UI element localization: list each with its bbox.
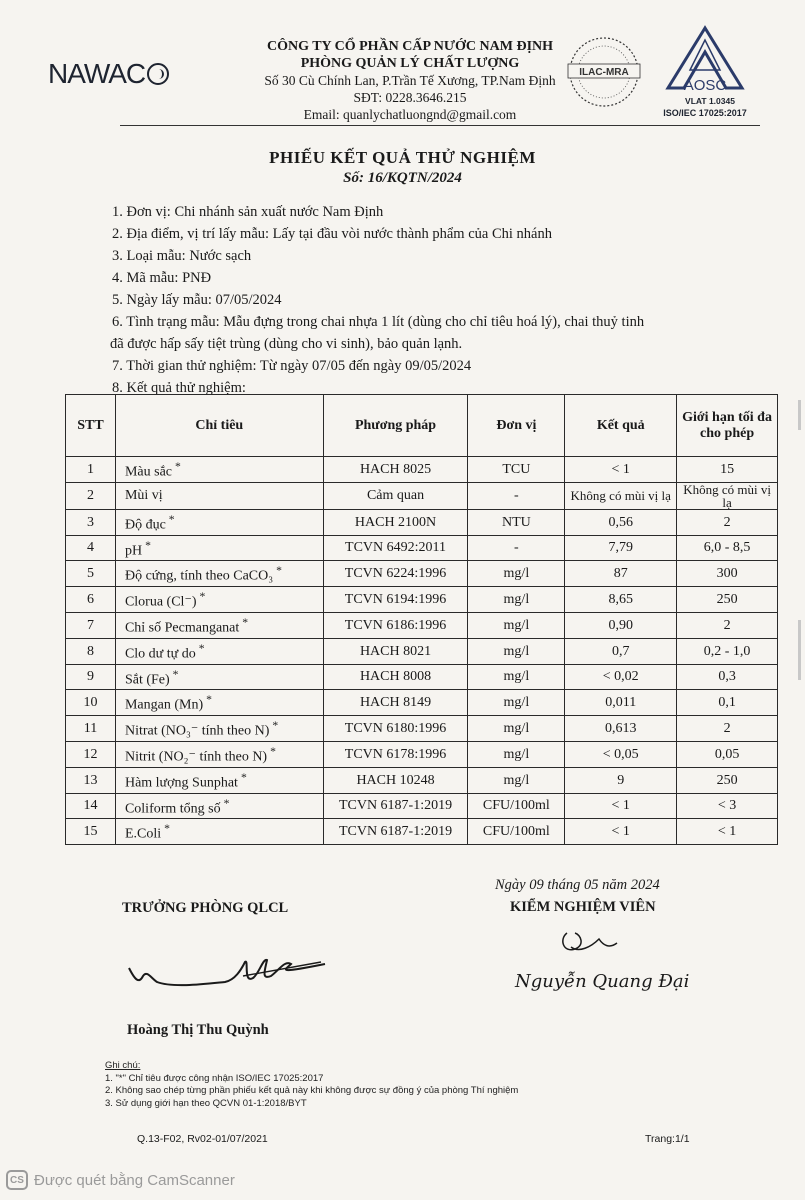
cell-unit bbox=[468, 587, 565, 613]
aosc-label: AOSC bbox=[683, 77, 727, 94]
cell-limit bbox=[677, 767, 778, 793]
cell-method bbox=[323, 741, 468, 767]
table-row bbox=[66, 793, 778, 819]
cell-limit bbox=[677, 819, 778, 845]
cell-parameter-text: Mùi vị bbox=[124, 488, 163, 504]
cell-unit bbox=[468, 690, 565, 716]
accredited-marker: * bbox=[168, 512, 175, 526]
company-phone: SĐT: 0228.3646.215 bbox=[353, 90, 467, 105]
cell-method-text: HACH 8021 bbox=[359, 643, 432, 659]
cell-parameter-text: Mangan (Mn) bbox=[124, 698, 204, 714]
cell-stt bbox=[66, 482, 116, 509]
cell-limit bbox=[677, 741, 778, 767]
cell-stt bbox=[66, 535, 116, 561]
cell-stt bbox=[66, 561, 116, 587]
cell-unit bbox=[468, 767, 565, 793]
cell-stt-text: 11 bbox=[83, 721, 98, 737]
inspector-title: KIỂM NGHIỆM VIÊN bbox=[510, 899, 656, 915]
cell-result-text: < 1 bbox=[611, 824, 630, 840]
cell-stt bbox=[66, 690, 116, 716]
cell-parameter bbox=[115, 638, 323, 664]
cell-unit-text: mg/l bbox=[503, 592, 530, 608]
cell-parameter bbox=[115, 716, 323, 742]
info-line-sample-condition: 6. Tình trạng mẫu: Mẫu đựng trong chai nhựa 1 lít (dùng cho chỉ tiêu hoá lý), chai thuỷ tinh bbox=[112, 314, 645, 330]
cell-unit-text: mg/l bbox=[503, 772, 530, 788]
qc-head-signature bbox=[125, 940, 335, 1000]
cell-limit bbox=[677, 509, 778, 535]
cell-method-text: TCVN 6187-1:2019 bbox=[338, 824, 453, 840]
cell-limit bbox=[677, 587, 778, 613]
cell-stt-text: 6 bbox=[86, 592, 94, 608]
cell-parameter bbox=[115, 509, 323, 535]
cell-limit bbox=[677, 664, 778, 690]
table-header-row bbox=[66, 395, 778, 457]
cell-unit-text: NTU bbox=[501, 514, 531, 530]
cell-parameter-text: Chỉ số Pecmanganat bbox=[124, 620, 240, 636]
cell-unit bbox=[468, 664, 565, 690]
cell-parameter-text: Coliform tổng số bbox=[124, 801, 221, 817]
notes-heading: Ghi chú: bbox=[105, 1060, 141, 1071]
cell-stt-text: 12 bbox=[83, 746, 98, 762]
cell-parameter-text: Hàm lượng Sunphat bbox=[124, 775, 238, 791]
cell-unit-text: mg/l bbox=[503, 695, 530, 711]
table-row bbox=[66, 819, 778, 845]
cell-limit bbox=[677, 561, 778, 587]
report-title: PHIẾU KẾT QUẢ THỬ NGHIỆM bbox=[269, 148, 536, 167]
cell-parameter bbox=[115, 793, 323, 819]
accredited-marker: * bbox=[276, 564, 282, 578]
cell-result bbox=[565, 587, 677, 613]
accredited-marker: * bbox=[198, 641, 205, 655]
cell-parameter-text: Sắt (Fe) bbox=[124, 672, 170, 688]
cell-result-text: Không có mùi vị lạ bbox=[570, 488, 671, 504]
cell-method bbox=[323, 561, 468, 587]
table-row bbox=[66, 690, 778, 716]
cell-result-text: 0,90 bbox=[608, 617, 633, 633]
logo-text: NAWAC bbox=[48, 58, 146, 89]
cell-parameter bbox=[115, 612, 323, 638]
results-table bbox=[65, 394, 778, 845]
cell-parameter bbox=[115, 664, 323, 690]
table-row bbox=[66, 587, 778, 613]
note-item: 3. Sử dụng giới hạn theo QCVN 01-1:2018/BYT bbox=[105, 1097, 307, 1109]
table-row bbox=[66, 457, 778, 483]
cell-result bbox=[565, 741, 677, 767]
accredited-marker: * bbox=[175, 460, 181, 474]
cell-unit bbox=[468, 638, 565, 664]
results-body bbox=[66, 457, 778, 845]
cell-parameter bbox=[115, 741, 323, 767]
cell-stt-text: 2 bbox=[86, 488, 94, 504]
iso-code: ISO/IEC 17025:2017 bbox=[663, 108, 747, 118]
cell-result bbox=[565, 457, 677, 483]
cell-limit-text: 250 bbox=[716, 592, 738, 608]
cell-result bbox=[565, 561, 677, 587]
cell-stt-text: 14 bbox=[83, 798, 98, 814]
cell-result-text: < 0,02 bbox=[602, 669, 639, 685]
cell-unit-text: mg/l bbox=[503, 669, 530, 685]
cell-result-text: 0,56 bbox=[608, 514, 633, 530]
aosc-logo-icon bbox=[650, 22, 760, 122]
cell-parameter-text: Clo dư tự do bbox=[124, 646, 196, 662]
cell-stt-text: 7 bbox=[86, 617, 94, 633]
col-header-stt: STT bbox=[66, 395, 116, 457]
cell-unit-text: CFU/100ml bbox=[482, 824, 550, 840]
cell-unit-text: mg/l bbox=[503, 746, 530, 762]
table-row bbox=[66, 482, 778, 509]
table-row bbox=[66, 535, 778, 561]
cell-method bbox=[323, 767, 468, 793]
cell-method bbox=[323, 793, 468, 819]
cell-parameter bbox=[115, 587, 323, 613]
cell-unit bbox=[468, 741, 565, 767]
col-header-unit: Đơn vị bbox=[468, 395, 565, 457]
camscanner-icon: CS bbox=[6, 1170, 28, 1190]
cell-stt bbox=[66, 587, 116, 613]
cell-stt bbox=[66, 612, 116, 638]
cell-parameter-text: pH bbox=[124, 543, 143, 559]
cell-method-text: TCVN 6224:1996 bbox=[344, 566, 447, 582]
col-header-parameter: Chỉ tiêu bbox=[115, 395, 323, 457]
cell-method bbox=[323, 509, 468, 535]
table-row bbox=[66, 741, 778, 767]
cell-stt-text: 4 bbox=[86, 540, 94, 556]
cell-limit-text: 0,3 bbox=[718, 669, 736, 685]
cell-result-text: 87 bbox=[613, 566, 628, 582]
cell-limit bbox=[677, 638, 778, 664]
accredited-marker: * bbox=[206, 693, 212, 707]
cell-parameter-text: Nitrat (NO₃⁻ tính theo N) bbox=[124, 723, 270, 739]
col-header-result: Kết quả bbox=[565, 395, 677, 457]
cell-result-text: < 1 bbox=[611, 461, 630, 477]
report-number: Số: 16/KQTN/2024 bbox=[343, 170, 462, 186]
cell-method bbox=[323, 535, 468, 561]
cell-unit bbox=[468, 535, 565, 561]
nawaco-logo bbox=[48, 58, 169, 90]
table-row bbox=[66, 638, 778, 664]
cell-result bbox=[565, 535, 677, 561]
cell-method-text: HACH 8149 bbox=[359, 695, 432, 711]
cell-stt-text: 13 bbox=[83, 772, 98, 788]
cell-limit-text: 2 bbox=[723, 721, 731, 737]
cell-method-text: TCVN 6194:1996 bbox=[344, 592, 447, 608]
cell-unit bbox=[468, 457, 565, 483]
info-line-test-period: 7. Thời gian thử nghiệm: Từ ngày 07/05 đến ngày 09/05/2024 bbox=[112, 358, 472, 374]
company-name: CÔNG TY CỔ PHẦN CẤP NƯỚC NAM ĐỊNH bbox=[266, 39, 554, 54]
vlat-code: VLAT 1.0345 bbox=[685, 96, 735, 106]
cell-unit bbox=[468, 482, 565, 509]
cell-limit-text: 6,0 - 8,5 bbox=[703, 540, 751, 556]
department-name: PHÒNG QUẢN LÝ CHẤT LƯỢNG bbox=[300, 56, 520, 71]
cell-result bbox=[565, 793, 677, 819]
info-line-unit: 1. Đơn vị: Chi nhánh sản xuất nước Nam Định bbox=[112, 204, 384, 220]
cell-parameter bbox=[115, 457, 323, 483]
col-header-method: Phương pháp bbox=[323, 395, 468, 457]
cell-parameter-text: Độ đục bbox=[124, 517, 166, 533]
info-line-sample-date: 5. Ngày lấy mẫu: 07/05/2024 bbox=[112, 292, 282, 308]
cell-unit-text: mg/l bbox=[503, 566, 530, 582]
cell-stt bbox=[66, 638, 116, 664]
cell-method bbox=[323, 664, 468, 690]
cell-unit bbox=[468, 509, 565, 535]
cell-limit bbox=[677, 612, 778, 638]
cell-parameter-text: Nitrit (NO₂⁻ tính theo N) bbox=[124, 749, 268, 765]
cell-method-text: TCVN 6180:1996 bbox=[344, 721, 447, 737]
cell-stt-text: 15 bbox=[83, 824, 98, 840]
accredited-marker: * bbox=[145, 538, 151, 552]
cell-unit-text: mg/l bbox=[503, 617, 530, 633]
cell-stt-text: 10 bbox=[83, 695, 98, 711]
cell-result bbox=[565, 690, 677, 716]
cell-parameter-text: E.Coli bbox=[124, 827, 162, 843]
cell-limit-text: 2 bbox=[723, 514, 731, 530]
cell-stt bbox=[66, 664, 116, 690]
ilac-mra-stamp-icon bbox=[560, 32, 648, 112]
cell-stt bbox=[66, 793, 116, 819]
cell-result bbox=[565, 819, 677, 845]
cell-stt-text: 1 bbox=[86, 461, 94, 477]
cell-stt bbox=[66, 509, 116, 535]
cell-unit-text: TCU bbox=[502, 461, 531, 477]
ilac-label: ILAC-MRA bbox=[579, 67, 629, 78]
cell-result bbox=[565, 664, 677, 690]
cell-limit-text: 2 bbox=[723, 617, 731, 633]
cell-stt-text: 5 bbox=[86, 566, 94, 582]
cell-limit-text: 300 bbox=[716, 566, 738, 582]
cell-unit bbox=[468, 612, 565, 638]
company-header bbox=[230, 38, 590, 123]
signing-date: Ngày 09 tháng 05 năm 2024 bbox=[495, 877, 660, 893]
table-row bbox=[66, 716, 778, 742]
cell-result bbox=[565, 716, 677, 742]
cell-stt bbox=[66, 819, 116, 845]
cell-method bbox=[323, 716, 468, 742]
cell-unit-text: - bbox=[514, 540, 519, 556]
cell-method-text: HACH 10248 bbox=[356, 772, 435, 788]
cell-limit-text: 0,05 bbox=[714, 746, 740, 762]
table-row bbox=[66, 664, 778, 690]
cell-method-text: Cảm quan bbox=[366, 488, 425, 504]
cell-limit-text: < 3 bbox=[717, 798, 737, 814]
info-line-sample-code: 4. Mã mẫu: PNĐ bbox=[112, 270, 212, 286]
cell-stt-text: 9 bbox=[86, 669, 94, 685]
cell-parameter-text: Độ cứng, tính theo CaCO₃ bbox=[124, 569, 274, 585]
sample-info bbox=[112, 201, 752, 399]
cell-limit-text: 250 bbox=[716, 772, 738, 788]
cell-parameter bbox=[115, 819, 323, 845]
cell-result-text: 9 bbox=[617, 772, 625, 788]
cell-method bbox=[323, 638, 468, 664]
cell-parameter bbox=[115, 482, 323, 509]
cell-result bbox=[565, 767, 677, 793]
cell-result-text: < 0,05 bbox=[602, 746, 639, 762]
cell-result bbox=[565, 638, 677, 664]
accredited-marker: * bbox=[240, 770, 247, 784]
cell-method bbox=[323, 819, 468, 845]
cell-method-text: TCVN 6186:1996 bbox=[344, 617, 447, 633]
cell-result-text: 8,65 bbox=[608, 592, 633, 608]
table-row bbox=[66, 509, 778, 535]
info-line-results-heading: 8. Kết quả thử nghiệm: bbox=[112, 380, 246, 396]
cell-method bbox=[323, 482, 468, 509]
cell-method-text: TCVN 6492:2011 bbox=[345, 540, 447, 556]
cell-unit bbox=[468, 793, 565, 819]
accredited-marker: * bbox=[270, 745, 276, 759]
info-line-sample-condition-cont: đã được hấp sấy tiệt trùng (dùng cho vi sinh), bảo quản lạnh. bbox=[110, 336, 463, 352]
cell-method bbox=[323, 612, 468, 638]
cell-method-text: HACH 2100N bbox=[354, 514, 437, 530]
qc-head-name: Hoàng Thị Thu Quỳnh bbox=[127, 1022, 269, 1038]
cell-parameter-text: Clorua (Cl⁻) bbox=[124, 594, 197, 610]
form-code: Q.13-F02, Rv02-01/07/2021 bbox=[137, 1133, 268, 1145]
cell-parameter bbox=[115, 561, 323, 587]
col-header-limit: Giới hạn tối đa cho phép bbox=[677, 395, 778, 457]
cell-limit-text: < 1 bbox=[717, 824, 737, 840]
cell-parameter bbox=[115, 767, 323, 793]
cell-limit-text: 0,1 bbox=[718, 695, 736, 711]
accredited-marker: * bbox=[223, 796, 230, 810]
cell-unit bbox=[468, 561, 565, 587]
cell-stt bbox=[66, 741, 116, 767]
cell-method bbox=[323, 587, 468, 613]
accredited-marker: * bbox=[172, 667, 179, 681]
cell-parameter-text: Màu sắc bbox=[124, 464, 172, 480]
cell-method-text: HACH 8008 bbox=[359, 669, 432, 685]
cell-limit-text: 15 bbox=[720, 461, 735, 477]
cell-limit bbox=[677, 690, 778, 716]
cell-result-text: 7,79 bbox=[608, 540, 633, 556]
company-address: Số 30 Cù Chính Lan, P.Trần Tế Xương, TP.Nam Định bbox=[264, 73, 556, 88]
table-row bbox=[66, 612, 778, 638]
cell-unit bbox=[468, 819, 565, 845]
cell-result bbox=[565, 509, 677, 535]
cell-unit-text: mg/l bbox=[503, 643, 530, 659]
cell-method-text: HACH 8025 bbox=[359, 461, 432, 477]
cell-result-text: < 1 bbox=[611, 798, 630, 814]
note-item: 1. "*" Chỉ tiêu được công nhận ISO/IEC 17025:2017 bbox=[105, 1072, 324, 1084]
accredited-marker: * bbox=[164, 822, 170, 836]
cell-unit-text: CFU/100ml bbox=[482, 798, 550, 814]
info-line-location: 2. Địa điểm, vị trí lấy mẫu: Lấy tại đầu vòi nước thành phẩm của Chi nhánh bbox=[112, 226, 552, 242]
camscanner-text: Được quét bằng CamScanner bbox=[34, 1171, 235, 1189]
camscanner-watermark bbox=[6, 1170, 235, 1190]
cell-method bbox=[323, 690, 468, 716]
cell-method-text: TCVN 6178:1996 bbox=[344, 746, 447, 762]
cell-result-text: 0,7 bbox=[611, 643, 630, 659]
scan-edge-mark bbox=[798, 620, 801, 680]
accredited-marker: * bbox=[199, 590, 206, 604]
note-item: 2. Không sao chép từng phần phiếu kết quả này khi không được sự đồng ý của phòng Thí nghiệm bbox=[105, 1085, 519, 1096]
page-number: Trang:1/1 bbox=[645, 1133, 690, 1145]
cell-method-text: TCVN 6187-1:2019 bbox=[338, 798, 453, 814]
cell-parameter bbox=[115, 690, 323, 716]
header-divider bbox=[120, 125, 760, 126]
cell-result-text: 0,011 bbox=[605, 695, 637, 711]
company-email: Email: quanlychatluongnd@gmail.com bbox=[303, 107, 517, 122]
notes-section bbox=[105, 1060, 518, 1110]
accredited-marker: * bbox=[242, 616, 249, 630]
cell-result-text: 0,613 bbox=[604, 721, 637, 737]
cell-stt-text: 3 bbox=[86, 514, 94, 530]
cell-stt bbox=[66, 457, 116, 483]
table-row bbox=[66, 561, 778, 587]
cell-limit bbox=[677, 482, 778, 509]
qc-head-title: TRƯỞNG PHÒNG QLCL bbox=[122, 900, 289, 916]
cell-limit bbox=[677, 793, 778, 819]
cell-result bbox=[565, 482, 677, 509]
cell-parameter bbox=[115, 535, 323, 561]
inspector-handwritten-name: Nguyễn Quang Đại bbox=[515, 971, 690, 992]
cell-stt bbox=[66, 767, 116, 793]
cell-unit-text: - bbox=[514, 488, 519, 504]
water-drop-icon bbox=[147, 63, 169, 85]
cell-stt-text: 8 bbox=[86, 643, 94, 659]
cell-limit-text: 0,2 - 1,0 bbox=[703, 643, 751, 659]
inspector-signature bbox=[505, 925, 725, 1005]
cell-unit bbox=[468, 716, 565, 742]
cell-unit-text: mg/l bbox=[503, 721, 530, 737]
accredited-marker: * bbox=[272, 719, 279, 733]
cell-limit bbox=[677, 716, 778, 742]
cell-method bbox=[323, 457, 468, 483]
cell-limit bbox=[677, 457, 778, 483]
cell-result bbox=[565, 612, 677, 638]
cell-limit-text: Không có mùi vị lạ bbox=[683, 481, 771, 510]
table-row bbox=[66, 767, 778, 793]
scan-edge-mark bbox=[798, 400, 801, 430]
info-line-sample-type: 3. Loại mẫu: Nước sạch bbox=[112, 248, 252, 264]
cell-stt bbox=[66, 716, 116, 742]
cell-limit bbox=[677, 535, 778, 561]
